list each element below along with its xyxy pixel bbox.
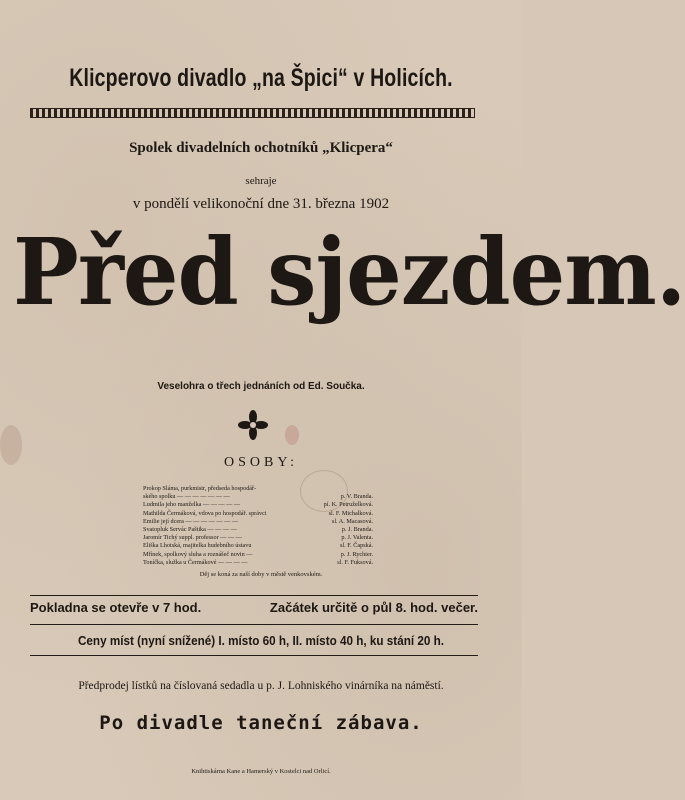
cast-actor [371,485,373,493]
ticket-prices: Ceny míst (nyní snížené) I. místo 60 h, II. místo 40 h, ku stání 20 h. [77,633,445,648]
divider [30,595,478,596]
cast-role: Emilie její dcera — — — — — — — [143,517,239,525]
decorative-border [30,108,475,118]
cast-row [143,493,373,501]
cast-actor: p. J. Valenta. [341,534,373,542]
cast-row [143,510,373,518]
cast-row [143,501,373,509]
times-row [30,600,478,618]
cast-role: Mathilda Čermáková, vdova po hospodář. správci [143,509,267,517]
cast-role: ského spolku — — — — — — — [143,493,230,501]
cast-role: Mřínek, spolkový sluha a roznášeč novin — [143,550,253,558]
cast-row [143,526,373,534]
cast-actor: pí. K. Petruželková. [323,501,373,509]
cast-row [143,551,373,559]
cast-row [143,485,373,493]
cast-role: Prokop Sláma, purkmistr, předseda hospodář- [143,485,257,492]
cast-row [143,518,373,526]
cast-actor: sl. F. Fuksová. [337,558,373,566]
cast-role: Ludmila jeho manželka — — — — — [143,501,241,509]
cast-role: Toníčka, služka u Čermákové — — — — [143,558,248,566]
cast-row [143,542,373,550]
cast-role: Jaromír Tichý suppl. professor — — — [143,534,242,542]
cast-actor: p. J. Rychter. [340,550,373,558]
cast-role: Eliška Lhotská, majitelka hudebního ústavu [143,542,252,550]
scene-note: Děj se koná za naší doby v městě venkovském. [199,571,323,578]
cast-list [143,485,373,567]
society-name: Spolek divadelních ochotníků „Klicpera“ [129,140,393,156]
start-time-text: Začátek určitě o půl 8. hod. večer. [269,600,478,615]
floral-ornament-icon [238,410,268,440]
divider [30,624,478,625]
cast-actor: p. J. Branda. [341,526,373,534]
presale-info: Předprodej lístků na číslovaná sedadla u p. J. Lohniského vinárníka na náměstí. [78,680,444,692]
cast-actor: sl. F. Michalková. [328,509,373,517]
paper-stain [285,425,299,445]
printer-credit: Knihtiskárna Kane a Hamerský v Kostelci nad Orlicí. [191,768,331,775]
cast-actor: sl. A. Macasová. [331,517,373,525]
play-subtitle: Veselohra o třech jednáních od Ed. Součka. [157,381,365,392]
theatre-heading: Klicperovo divadlo „na Špici“ v Holicích. [69,64,453,92]
performs-text: sehraje [245,175,277,187]
cast-heading: OSOBY: [223,455,299,470]
performance-date: v pondělí velikonoční dne 31. března 1902 [132,196,390,212]
cast-row [143,559,373,567]
box-office-text: Pokladna se otevře v 7 hod. [30,600,202,615]
cast-actor: sl. F. Čapská. [339,542,373,550]
cast-role: Svatopluk Servác Paštika — — — — [143,526,237,534]
cast-row [143,534,373,542]
divider [30,655,478,656]
cast-actor: p. V. Branda. [340,493,373,501]
play-title: Před sjezdem. [13,218,685,326]
after-show-dance: Po divadle taneční zábava. [99,712,423,734]
